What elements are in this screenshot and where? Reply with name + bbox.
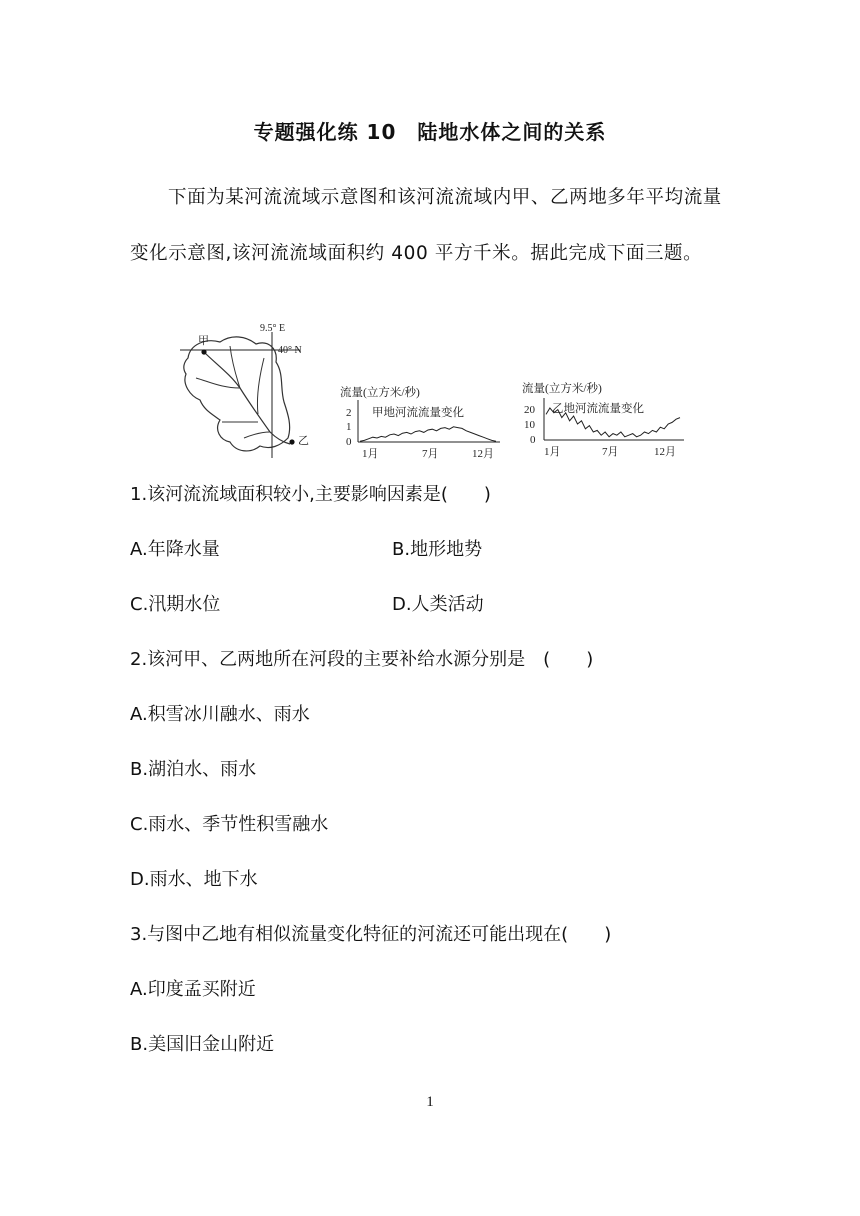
- question-2-option-c[interactable]: C.雨水、季节性积雪融水: [130, 814, 329, 835]
- chart-b-title: 乙地河流流量变化: [552, 403, 644, 415]
- chart-a-xtick: 12月: [472, 448, 494, 460]
- chart-series-line: [360, 427, 496, 441]
- chart-a-ytick: 1: [346, 421, 352, 433]
- question-2-option-a[interactable]: A.积雪冰川融水、雨水: [130, 704, 310, 725]
- chart-b-xtick: 12月: [654, 446, 676, 458]
- chart-b-ylabel: 流量(立方米/秒): [522, 383, 602, 395]
- figure-svg: [160, 318, 700, 468]
- question-3-stem: 3.与图中乙地有相似流量变化特征的河流还可能出现在( ): [130, 924, 612, 945]
- site-a-label: 甲: [198, 335, 209, 347]
- question-2-option-b[interactable]: B.湖泊水、雨水: [130, 759, 257, 780]
- chart-a-title: 甲地河流流量变化: [372, 407, 464, 419]
- chart-site-b: [522, 381, 684, 458]
- question-2-stem: 2.该河甲、乙两地所在河段的主要补给水源分别是 ( ): [130, 649, 594, 670]
- chart-b-ytick: 10: [524, 419, 535, 431]
- page-number: 1: [426, 1094, 434, 1110]
- chart-a-ytick: 0: [346, 436, 352, 448]
- chart-b-ytick: 20: [524, 404, 535, 416]
- question-1-option-a[interactable]: A.年降水量: [130, 539, 220, 560]
- chart-a-ylabel: 流量(立方米/秒): [340, 387, 420, 399]
- question-1-stem: 1.该河流流域面积较小,主要影响因素是( ): [130, 484, 491, 505]
- question-1-option-b[interactable]: B.地形地势: [392, 539, 483, 560]
- chart-a-xtick: 1月: [362, 448, 379, 460]
- chart-b-ytick: 0: [530, 434, 536, 446]
- site-b-label: 乙: [298, 435, 309, 447]
- question-3-option-b[interactable]: B.美国旧金山附近: [130, 1034, 275, 1055]
- chart-a-ytick: 2: [346, 407, 352, 419]
- intro-paragraph: 下面为某河流流域示意图和该河流流域内甲、乙两地多年平均流量变化示意图,该河流流域面积约 400 平方千米。据此完成下面三题。: [130, 187, 722, 264]
- question-3-option-a[interactable]: A.印度孟买附近: [130, 979, 256, 1000]
- river-basin-figure: [160, 318, 700, 468]
- document-title: 专题强化练 10 陆地水体之间的关系: [253, 120, 607, 144]
- chart-site-a: [340, 385, 500, 460]
- basin-map: [180, 323, 309, 458]
- site-a-marker: [201, 349, 206, 354]
- question-1-option-d[interactable]: D.人类活动: [392, 594, 484, 615]
- chart-a-xtick: 7月: [422, 448, 439, 460]
- latitude-label: 40° N: [278, 345, 302, 356]
- site-b-marker: [289, 439, 294, 444]
- longitude-label: 9.5° E: [260, 323, 286, 334]
- chart-b-xtick: 7月: [602, 446, 619, 458]
- chart-b-xtick: 1月: [544, 446, 561, 458]
- question-2-option-d[interactable]: D.雨水、地下水: [130, 869, 258, 890]
- question-1-option-c[interactable]: C.汛期水位: [130, 594, 221, 615]
